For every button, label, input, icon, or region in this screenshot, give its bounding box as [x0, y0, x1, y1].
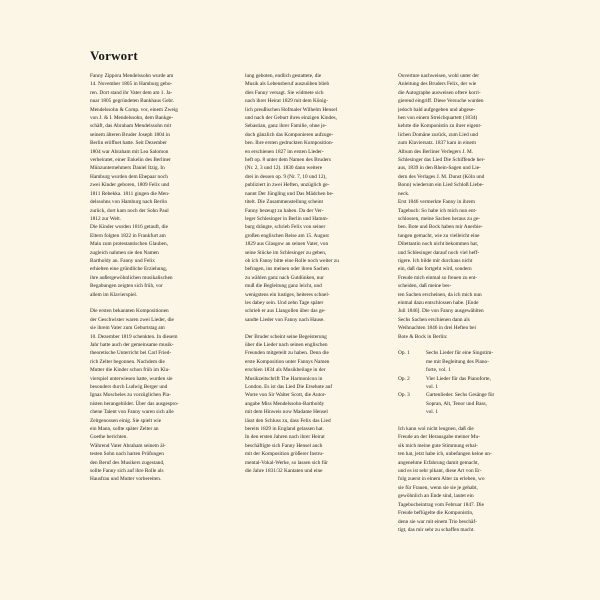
- paragraph-gap: [245, 324, 387, 332]
- paragraph-gap: [398, 417, 540, 425]
- text-line: mental-Vokal-Werke, so lassen sich für: [245, 459, 328, 466]
- text-line: 1811 Rebekka. 1811 gingen die Men-: [90, 190, 170, 197]
- text-line: schäft, das Abraham Mendelssohn mit: [90, 123, 172, 130]
- text-line: denn sie war mit einem Trio beschäf-: [398, 518, 477, 525]
- text-line: Juli 1846]. Die von Fanny ausgewählten: [398, 308, 484, 315]
- text-line: der Geschwister waren zwei Lieder, die: [90, 316, 174, 323]
- opus-title: Vier Lieder für das Pianoforte,: [426, 375, 491, 382]
- text-line: Die ersten bekannten Kompositionen: [90, 308, 169, 315]
- text-line: gierend eingriff. Diese Versuche wurden: [398, 98, 484, 105]
- opus-title: Sopran, Alt, Tenor und Bass,: [426, 400, 487, 407]
- text-line: Mutter die Kinder schon früh im Kla-: [90, 367, 170, 374]
- text-line: tigere. Ich bilde mir durchaus nicht: [398, 257, 473, 264]
- text-line: aus, 1839 in den Rhein-Sagen und Lie-: [398, 165, 481, 172]
- text-line: les dabey sein. Und zehn Tage später: [245, 299, 324, 306]
- opus-entry-line: [398, 383, 540, 391]
- text-line: London. Es ist das Lied Die Ersehnte auf: [245, 384, 333, 391]
- text-line: nuar 1805 gegründeten Bankhaus Gebr.: [90, 98, 174, 105]
- text-line: besonders durch Ludwig Berger und: [90, 384, 168, 391]
- text-line: Dilettantin noch nicht bekommen hat,: [398, 241, 479, 248]
- text-line: ben. Ihre ersten gedruckten Komposition-: [245, 140, 334, 147]
- text-line: einmal dazu entschlossen habe. [Ende: [398, 299, 479, 306]
- text-line: 1812 zur Welt.: [90, 215, 122, 222]
- text-line: Bote & Bock in Berlin:: [398, 333, 448, 340]
- text-line: dies Fanny versagt. Sie widmete sich: [245, 89, 324, 96]
- text-line: Freunden mitgeteilt zu haben. Denn die: [245, 350, 329, 357]
- opus-entry-line: [398, 349, 540, 357]
- opus-number: Op. 1: [398, 350, 410, 357]
- text-line: Weihnachten 1846 in drei Heften bei: [398, 325, 476, 332]
- opus-title: forte, vol. 1: [426, 367, 451, 374]
- opus-number: [398, 358, 420, 366]
- text-line: Eltern folgten 1822 in Frankfurt am: [90, 232, 166, 239]
- text-line: doch gänzlich das Komponieren aufzuge-: [245, 131, 334, 138]
- text-line: (Nr. 2, 3 und 12). 1830 dann weitere: [245, 165, 323, 172]
- text-line: Zeitgenossen einig. Sie spielt wie: [90, 417, 162, 424]
- text-line: die Jahre 1831/32 Kantaten und eine: [245, 468, 323, 475]
- text-line: zurück, dort kam noch der Sohn Paul: [90, 207, 169, 214]
- text-line: befragen, ins meinen oder ihren Sachen: [245, 266, 329, 273]
- text-line: zum Klaviersatz. 1837 kam in einem: [398, 140, 476, 147]
- text-line: Erst 1846 vermerkte Fanny in ihrem: [398, 199, 475, 206]
- text-line: folg zuerst in einem Alter zu erleben, wo: [398, 476, 485, 483]
- text-line: Berlin eröffnet hatte. Seit Dezember: [90, 140, 167, 147]
- text-line: großen englischen Reise am 15. August: [245, 232, 329, 239]
- opus-number: [398, 400, 420, 408]
- text-line: tungen gemacht, wie zu vielleicht eine: [398, 232, 480, 239]
- text-line: Album des Berliner Verlegers J. M.: [398, 148, 474, 155]
- opus-number: Op. 2: [398, 375, 410, 382]
- text-line: Ich kann wol nicht leugnen, daß die: [398, 426, 474, 433]
- text-line: Während Vater Abraham seinem äl-: [90, 442, 166, 449]
- text-line: Tagebuch: So habe ich mich nun ent-: [398, 207, 477, 214]
- text-line: Mendelssohn & Comp. vor, einem Zweig: [90, 106, 178, 113]
- text-line: chene Talent von Fanny waren sich alle: [90, 409, 174, 416]
- text-line: testen Sohn nach harten Prüfungen: [90, 451, 164, 458]
- text-line: titelt. Die Zusammenstellung scheint: [245, 199, 323, 206]
- text-line: zu wählen ganz nach Gutdünken, nur: [245, 274, 324, 281]
- text-line: Münzunternehmers Daniel Itzig. In: [90, 165, 165, 172]
- text-line: sie ihrem Vater zum Geburtstag am: [90, 325, 165, 332]
- text-line: Anleitung des Bruders Felix, der wie: [398, 81, 477, 88]
- text-line: tigt, das mir sehr zu schaffen macht.: [398, 526, 475, 533]
- text-line: erste Komposition unter Fannys Namen: [245, 358, 330, 365]
- opus-title: Sechs Lieder für eine Singstim-: [426, 350, 494, 357]
- text-line: Worte von Sir Walter Scott, die Autor-: [245, 392, 327, 399]
- text-line: und Schlesinger darauf noch viel heff-: [398, 249, 480, 256]
- text-line: kehrte die Komponistin zu ihrer eigent-: [398, 123, 482, 130]
- text-line: publiziert in zwei Heften, unzüglich ge-: [245, 182, 330, 189]
- text-line: jedoch bald aufgegeben und abgese-: [398, 106, 476, 113]
- text-line: sollte Fanny sich auf ihre Rolle als: [90, 468, 164, 475]
- text-line: von J. & I. Mendelssohn, dem Bankge-: [90, 115, 174, 122]
- text-line: Begabungen zeigten sich früh, vor: [90, 283, 163, 290]
- text-line: ein, daß das fortgeht wird, sondern: [398, 266, 472, 273]
- text-line: 10. Dezember 1819 schenkten. In diesem: [90, 333, 178, 340]
- text-line: zwei Kinder geboren, 1809 Felix und: [90, 182, 170, 189]
- text-line: den Beruf des Musikers zugestand,: [90, 459, 165, 466]
- text-column-1: [90, 72, 232, 592]
- opus-number: [398, 383, 420, 391]
- opus-entry-line: [398, 408, 540, 416]
- text-line: gewöhnlich an Ende sind, lautet ein: [398, 493, 474, 500]
- text-line: sandte Lieder von Fanny nach Hause.: [245, 316, 325, 323]
- text-line: Goethe berichten.: [90, 434, 128, 441]
- text-line: wenigstens ein lustiges, heiteres schnel-: [245, 291, 330, 298]
- text-line: angenehme Erfahrung damit gemacht,: [398, 459, 479, 466]
- text-line: 1829 aus Glasgow an seinen Vater, von: [245, 241, 329, 248]
- text-line: muß die Begleitung ganz leicht, und: [245, 283, 322, 290]
- opus-title: vol. 1: [426, 384, 439, 391]
- text-line: seinem älteren Bruder Joseph 1804 in: [90, 131, 170, 138]
- text-line: Musik als Lebensberuf auszuüben blieb: [245, 81, 330, 88]
- text-line: Main zum protestantischen Glauben,: [90, 241, 168, 248]
- text-column-3: [398, 72, 540, 592]
- text-line: lich preußischen Hofmaler Wilhelm Hensel: [245, 106, 338, 113]
- text-line: Schlesinger das Lied Die Schiffende her-: [398, 157, 486, 164]
- text-line: 1804 war Abraham mit Lea Salomon: [90, 148, 169, 155]
- opus-title: Gartenlieder. Sechs Gesänge für: [426, 392, 495, 399]
- text-line: lässt den Schluss zu, dass Felix das Lied: [245, 417, 331, 424]
- text-line: angabe Miss Mendelssohn-Bartholdy: [245, 400, 325, 407]
- text-line: theoretische Unterricht bei Carl Fried-: [90, 350, 172, 357]
- text-line: ten hat, jetzt habe ich, unbefangen keine un-: [398, 451, 492, 458]
- text-line: lung geboten, endlich gestattete, die: [245, 73, 322, 79]
- text-line: Sebastian, ganz ihrer Familie, ohne je-: [245, 123, 327, 130]
- text-line: verheiratet, einer Enkelin des Berliner: [90, 157, 171, 164]
- paragraph-gap: [90, 299, 232, 307]
- text-column-2: [245, 72, 387, 592]
- text-line: Musikzeitschrift The Harmonicon in: [245, 375, 323, 382]
- text-line: Tagebucheintrag vom Februar 1847. Die: [398, 501, 484, 508]
- text-line: scheiden, daß meine bes-: [398, 283, 452, 290]
- text-line: Freude mich einmal so freuen zu ent-: [398, 274, 478, 281]
- text-line: Freude beflügelte die Komponistin,: [398, 510, 474, 517]
- text-line: schlossen, meine Sachen heraus zu ge-: [398, 215, 481, 222]
- text-line: Bartholdy an. Fanny und Felix: [90, 257, 155, 264]
- opus-entry-line: [398, 358, 540, 366]
- text-line: und es ist sehr pikant, diese Art von Er-: [398, 468, 482, 475]
- text-line: ren. Dort stand ihr Vater dem am 1. Ja-: [90, 89, 173, 96]
- opus-title: vol. 1: [426, 409, 439, 416]
- opus-entry-line: [398, 375, 540, 383]
- text-line: ben. Bote und Bock haben mir Anerbie-: [398, 224, 483, 231]
- text-line: rich Zelter begonnen. Nachdem die: [90, 358, 165, 365]
- text-line: Fanny bezeugt zu haben. Da der Ver-: [245, 207, 324, 214]
- text-line: seine Stücke im Schlesinger zu geben,: [245, 249, 327, 256]
- text-line: Sechs Sachen erschienen dann als: [398, 316, 470, 323]
- text-line: nisten herangebildet. Über das ausgespro-: [90, 400, 179, 407]
- opus-entry-line: [398, 400, 540, 408]
- text-line: Ouverture nachweisen, wohl unter der: [398, 73, 480, 79]
- text-line: mit der Komposition größerer Instru-: [245, 451, 324, 458]
- text-line: bereits 1829 in England gelassen hat.: [245, 426, 324, 433]
- text-line: die Autographe ausweisen oftere korri-: [398, 89, 481, 96]
- text-line: Bonn) wiederum ein Lied Schloß Liebe-: [398, 182, 484, 189]
- text-line: Der Bruder scheint seine Begeisterung: [245, 333, 327, 340]
- text-line: zugleich nahmen sie den Namen: [90, 249, 159, 256]
- opus-number: [398, 408, 420, 416]
- text-line: über die Lieder nach seinen englischen: [245, 341, 328, 348]
- text-line: Ignaz Moscheles zu vorzüglichen Pia-: [90, 392, 171, 399]
- text-line: In den ersten Jahren nach ihrer Heirat: [245, 434, 325, 441]
- text-line: Die Kinder wurden 1816 getauft, die: [90, 224, 168, 231]
- text-line: sik mich meine gute Stimmung erhal-: [398, 442, 478, 449]
- text-line: und nach der Geburt ihres einzigen Kindes,: [245, 115, 337, 122]
- text-line: erschien 1834 als Musikbeilage in der: [245, 367, 326, 374]
- text-line: Hausfrau und Mutter vorbereiten.: [90, 476, 162, 483]
- text-line: sie für Frauen, wenn sie sie je gehabt,: [398, 484, 478, 491]
- text-line: Jahr hatte auch der gemeinsame musik-: [90, 341, 174, 348]
- text-line: allem im Klavierspiel.: [90, 291, 138, 298]
- text-line: schrieb er aus Llangollen über das ge-: [245, 308, 326, 315]
- text-line: delssohns von Hamburg nach Berlin: [90, 199, 167, 206]
- text-line: hen von einem Streichquartett (1834): [398, 115, 478, 122]
- text-line: leger Schlesinger in Berlin und Hamm-: [245, 215, 329, 222]
- opus-number: [398, 366, 420, 374]
- text-line: drei in dessen op. 9 (Nr. 7, 10 und 12),: [245, 173, 327, 180]
- text-line: heft op. 8 unter dem Namen des Bruders: [245, 157, 331, 164]
- opus-title: me mit Begleitung des Piano-: [426, 358, 489, 365]
- opus-entry-line: [398, 391, 540, 399]
- text-line: 14. November 1805 in Hamburg gebo-: [90, 81, 173, 88]
- text-line: lichen Domäne zurück, zum Lied und: [398, 131, 479, 138]
- opus-number: Op. 3: [398, 392, 410, 399]
- paragraph-gap: [398, 341, 540, 349]
- text-line: nach ihrer Heirat 1829 mit dem König-: [245, 98, 328, 105]
- text-line: Fanny Zippora Mendelssohn wurde am: [90, 73, 174, 79]
- text-line: burg drängte, schrieb Felix von seiner: [245, 224, 326, 231]
- text-line: ob ich Fanny bitte eine Rolle noch weiter zu: [245, 257, 339, 264]
- text-line: vierspiel unterwiesen hatte, wurden sie: [90, 375, 173, 382]
- text-line: mit dem Hinweis now Madame Hensel: [245, 409, 328, 416]
- text-line: en erschienen 1827 im ersten Lieder-: [245, 148, 324, 155]
- text-line: Freude an der Herausgabe meiner Mu-: [398, 434, 480, 441]
- text-line: neck.: [398, 190, 410, 197]
- text-line: dern des Verlages J. M. Dunst (Köln und: [398, 173, 485, 180]
- text-line: erhielten eine gründliche Erziehung,: [90, 266, 168, 273]
- text-line: ten Sachen erscheinen, da ich mich nun: [398, 291, 482, 298]
- text-line: Hamburg wurden dem Ehepaar noch: [90, 173, 168, 180]
- text-line: nannt Der Jüngling und Das Mädchen be-: [245, 190, 334, 197]
- text-line: ihre außergewöhnlichen musikalischen: [90, 274, 173, 281]
- text-line: ein Mann, sollte später Zelter an: [90, 426, 159, 433]
- page-heading: Vorwort: [90, 48, 138, 63]
- text-line: beschäftigte sich Fanny Hensel auch: [245, 442, 323, 449]
- opus-entry-line: [398, 366, 540, 374]
